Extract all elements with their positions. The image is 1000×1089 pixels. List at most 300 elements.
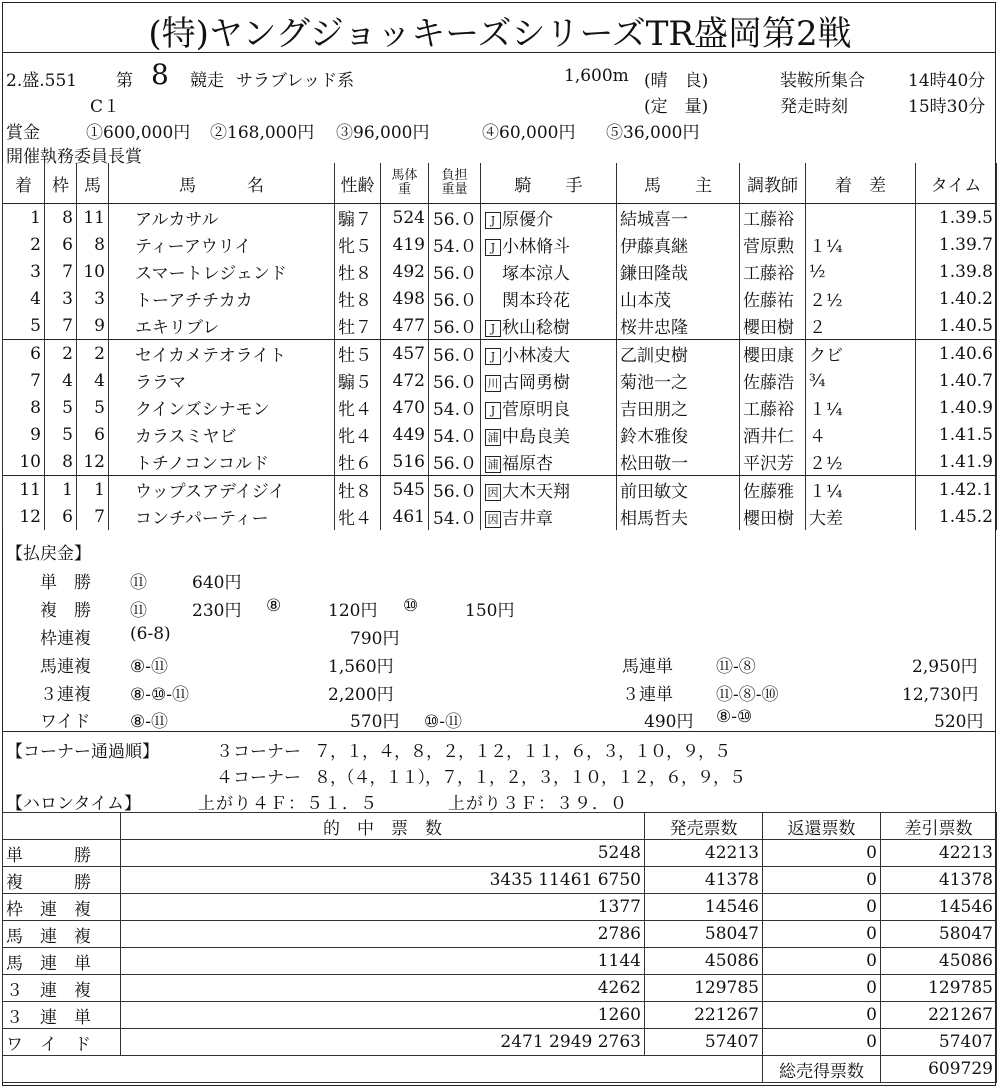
result-time: 1.40.5 bbox=[916, 312, 997, 340]
result-time: 1.39.5 bbox=[916, 204, 997, 232]
race-distance: 1,600m bbox=[564, 66, 629, 86]
jockey-name: 大木天翔 bbox=[502, 482, 570, 502]
agari-3f: 上がり３Ｆ：３９．０ bbox=[448, 794, 628, 814]
votes-net: 57407 bbox=[881, 1029, 997, 1056]
col-header-name: 馬 名 bbox=[109, 163, 335, 204]
race-title: (特)ヤングジョッキーズシリーズTR盛岡第2戦 bbox=[148, 14, 852, 54]
result-owner: 結城喜一 bbox=[617, 204, 740, 232]
umaren-amount: 1,560円 bbox=[328, 657, 394, 677]
votes-sold: 129785 bbox=[645, 975, 763, 1002]
sanrenpuku-label: ３連複 bbox=[40, 685, 91, 705]
result-uma: 11 bbox=[77, 204, 109, 232]
result-load: 56.０ bbox=[429, 258, 481, 285]
votes-net: 58047 bbox=[881, 921, 997, 948]
jockey-name: 菅原明良 bbox=[502, 400, 570, 420]
result-sex-age: 牝５ bbox=[335, 231, 381, 258]
race-weather: (晴 良) bbox=[644, 71, 709, 91]
votes-bet-type: ワ イ ド bbox=[3, 1029, 121, 1056]
votes-bet-type: ３ 連 単 bbox=[3, 1002, 121, 1029]
payout-heading: 【払戻金】 bbox=[6, 544, 91, 564]
jockey-name: 小林脩斗 bbox=[502, 237, 570, 257]
result-margin: １¼ bbox=[806, 476, 916, 504]
vote-count-table bbox=[2, 812, 997, 1083]
votes-net: 14546 bbox=[881, 894, 997, 921]
votes-hits: 4262 bbox=[121, 975, 645, 1002]
result-pos: 10 bbox=[3, 448, 45, 476]
wide-amount-2: 490円 bbox=[644, 712, 694, 732]
post-time: 15時30分 bbox=[908, 97, 986, 117]
result-sex-age: 牡６ bbox=[335, 448, 381, 476]
jockey-name: 塚本涼人 bbox=[502, 264, 570, 284]
result-pos: 2 bbox=[3, 231, 45, 258]
race-code: 2.盛.551 bbox=[6, 71, 78, 91]
result-owner: 桜井忠隆 bbox=[617, 312, 740, 340]
votes-refund: 0 bbox=[763, 867, 881, 894]
jockey-class-badge: J bbox=[485, 320, 501, 337]
votes-sold: 221267 bbox=[645, 1002, 763, 1029]
votes-row bbox=[3, 1029, 997, 1056]
result-horse-name: スマートレジェンド bbox=[109, 258, 335, 285]
result-waku: 1 bbox=[45, 476, 77, 504]
result-horse-name: トチノコンコルド bbox=[109, 448, 335, 476]
result-uma: 3 bbox=[77, 285, 109, 312]
result-jockey bbox=[481, 394, 617, 421]
jockey-name: 古岡勇樹 bbox=[502, 373, 570, 393]
prize-1: ①600,000円 bbox=[86, 123, 191, 143]
result-jockey bbox=[481, 340, 617, 368]
result-waku: 2 bbox=[45, 340, 77, 368]
votes-net: 41378 bbox=[881, 867, 997, 894]
prize-label: 賞金 bbox=[6, 123, 40, 143]
corner4-label: ４コーナー bbox=[216, 768, 301, 788]
result-horse-name: エキリブレ bbox=[109, 312, 335, 340]
votes-hits: 1377 bbox=[121, 894, 645, 921]
result-owner: 松田敬一 bbox=[617, 448, 740, 476]
result-waku: 6 bbox=[45, 231, 77, 258]
result-time: 1.41.9 bbox=[916, 448, 997, 476]
wakuren-label: 枠連複 bbox=[40, 629, 91, 649]
result-uma: 2 bbox=[77, 340, 109, 368]
result-time: 1.42.1 bbox=[916, 476, 997, 504]
result-horse-name: ウップスアデイジイ bbox=[109, 476, 335, 504]
result-time: 1.40.7 bbox=[916, 367, 997, 394]
weight-rule: (定 量) bbox=[644, 97, 709, 117]
jockey-class-badge: 川 bbox=[485, 375, 501, 392]
corner-heading: 【コーナー通過順】 bbox=[6, 742, 159, 762]
result-horse-name: ティーアウリイ bbox=[109, 231, 335, 258]
result-jockey bbox=[481, 421, 617, 448]
votes-header-net: 差引票数 bbox=[881, 813, 997, 840]
col-header-uma: 馬 bbox=[77, 163, 109, 204]
umaren-combo: ⑧-⑪ bbox=[130, 657, 168, 677]
result-owner: 鎌田隆哉 bbox=[617, 258, 740, 285]
result-trainer: 菅原勲 bbox=[740, 231, 806, 258]
result-weight: 470 bbox=[381, 394, 429, 421]
title-divider bbox=[2, 52, 996, 53]
prize-2: ②168,000円 bbox=[210, 123, 315, 143]
result-row bbox=[3, 421, 997, 448]
result-uma: 5 bbox=[77, 394, 109, 421]
result-sex-age: 牡８ bbox=[335, 258, 381, 285]
wide-amount-3: 520円 bbox=[934, 712, 984, 732]
race-breed: サラブレッド系 bbox=[236, 71, 355, 91]
result-load: 54.０ bbox=[429, 231, 481, 258]
result-jockey bbox=[481, 204, 617, 232]
result-uma: 10 bbox=[77, 258, 109, 285]
results-body bbox=[3, 204, 997, 531]
result-weight: 419 bbox=[381, 231, 429, 258]
tansho-combo: ⑪ bbox=[130, 573, 147, 593]
result-trainer: 工藤裕 bbox=[740, 204, 806, 232]
votes-hits: 1260 bbox=[121, 1002, 645, 1029]
result-trainer: 工藤裕 bbox=[740, 258, 806, 285]
result-time: 1.39.7 bbox=[916, 231, 997, 258]
result-pos: 6 bbox=[3, 340, 45, 368]
result-jockey bbox=[481, 503, 617, 530]
votes-bet-type: 枠 連 複 bbox=[3, 894, 121, 921]
result-owner: 乙訓史樹 bbox=[617, 340, 740, 368]
jockey-class-badge: 因 bbox=[485, 511, 501, 528]
result-pos: 3 bbox=[3, 258, 45, 285]
result-trainer: 櫻田康 bbox=[740, 340, 806, 368]
votes-row bbox=[3, 1002, 997, 1029]
votes-total-value: 609729 bbox=[881, 1056, 997, 1083]
votes-bet-type: 複 勝 bbox=[3, 867, 121, 894]
results-table bbox=[2, 163, 997, 530]
wide-combo-1: ⑧-⑪ bbox=[130, 712, 168, 732]
result-jockey bbox=[481, 312, 617, 340]
result-load: 54.０ bbox=[429, 394, 481, 421]
col-header-weight: 馬体重 bbox=[381, 163, 429, 204]
umatan-label: 馬連単 bbox=[622, 657, 673, 677]
wakuren-combo: (6-8) bbox=[130, 624, 171, 644]
result-load: 54.０ bbox=[429, 421, 481, 448]
votes-net: 129785 bbox=[881, 975, 997, 1002]
race-class: C１ bbox=[90, 97, 121, 117]
result-jockey bbox=[481, 476, 617, 504]
result-waku: 7 bbox=[45, 312, 77, 340]
result-uma: 7 bbox=[77, 503, 109, 530]
result-margin: ２½ bbox=[806, 448, 916, 476]
result-sex-age: 牡５ bbox=[335, 340, 381, 368]
result-weight: 461 bbox=[381, 503, 429, 530]
jockey-class-badge: J bbox=[485, 402, 501, 419]
result-pos: 9 bbox=[3, 421, 45, 448]
result-waku: 5 bbox=[45, 421, 77, 448]
result-weight: 449 bbox=[381, 421, 429, 448]
result-trainer: 酒井仁 bbox=[740, 421, 806, 448]
votes-hits: 2786 bbox=[121, 921, 645, 948]
result-pos: 11 bbox=[3, 476, 45, 504]
result-waku: 3 bbox=[45, 285, 77, 312]
votes-row bbox=[3, 948, 997, 975]
result-weight: 492 bbox=[381, 258, 429, 285]
result-pos: 5 bbox=[3, 312, 45, 340]
result-sex-age: 騸７ bbox=[335, 204, 381, 232]
jockey-name: 関本玲花 bbox=[502, 291, 570, 311]
wide-combo-2: ⑩-⑪ bbox=[424, 712, 462, 732]
result-sex-age: 騸５ bbox=[335, 367, 381, 394]
votes-sold: 45086 bbox=[645, 948, 763, 975]
result-owner: 吉田朋之 bbox=[617, 394, 740, 421]
result-load: 56.０ bbox=[429, 448, 481, 476]
result-owner: 山本茂 bbox=[617, 285, 740, 312]
votes-refund: 0 bbox=[763, 1029, 881, 1056]
result-row bbox=[3, 204, 997, 232]
result-margin: ¾ bbox=[806, 367, 916, 394]
jockey-class-badge: 浦 bbox=[485, 456, 501, 473]
result-sex-age: 牡８ bbox=[335, 476, 381, 504]
col-header-jockey: 騎 手 bbox=[481, 163, 617, 204]
result-time: 1.40.9 bbox=[916, 394, 997, 421]
result-weight: 498 bbox=[381, 285, 429, 312]
result-jockey bbox=[481, 258, 617, 285]
sanrenpuku-combo: ⑧-⑩-⑪ bbox=[130, 685, 189, 705]
result-load: 56.０ bbox=[429, 312, 481, 340]
votes-body bbox=[3, 840, 997, 1056]
result-weight: 477 bbox=[381, 312, 429, 340]
result-weight: 545 bbox=[381, 476, 429, 504]
corner3-label: ３コーナー bbox=[216, 742, 301, 762]
votes-hits: 5248 bbox=[121, 840, 645, 867]
sanrenpuku-amount: 2,200円 bbox=[328, 685, 394, 705]
result-sex-age: 牡８ bbox=[335, 285, 381, 312]
votes-bet-type: 馬 連 複 bbox=[3, 921, 121, 948]
jockey-class-badge: J bbox=[485, 348, 501, 365]
result-load: 54.０ bbox=[429, 503, 481, 530]
votes-sold: 42213 bbox=[645, 840, 763, 867]
jockey-name: 秋山稔樹 bbox=[502, 318, 570, 338]
result-owner: 相馬哲夫 bbox=[617, 503, 740, 530]
result-weight: 516 bbox=[381, 448, 429, 476]
result-uma: 6 bbox=[77, 421, 109, 448]
result-weight: 524 bbox=[381, 204, 429, 232]
result-trainer: 佐藤雅 bbox=[740, 476, 806, 504]
result-horse-name: アルカサル bbox=[109, 204, 335, 232]
result-sex-age: 牡７ bbox=[335, 312, 381, 340]
result-pos: 12 bbox=[3, 503, 45, 530]
corner4-order: ８，（４，１１），７，１，２，３，１０，１２，６，９，５ bbox=[314, 768, 745, 788]
result-margin bbox=[806, 204, 916, 232]
result-owner: 伊藤真継 bbox=[617, 231, 740, 258]
result-uma: 8 bbox=[77, 231, 109, 258]
votes-refund: 0 bbox=[763, 921, 881, 948]
result-margin: １¼ bbox=[806, 394, 916, 421]
assemble-label: 装鞍所集合 bbox=[780, 71, 865, 91]
result-waku: 6 bbox=[45, 503, 77, 530]
sanrentan-label: ３連単 bbox=[622, 685, 673, 705]
votes-sold: 41378 bbox=[645, 867, 763, 894]
result-time: 1.40.6 bbox=[916, 340, 997, 368]
votes-refund: 0 bbox=[763, 948, 881, 975]
fukusho-combo-3: ⑩ bbox=[403, 596, 419, 616]
result-uma: 12 bbox=[77, 448, 109, 476]
jockey-name: 福原杏 bbox=[502, 454, 553, 474]
result-horse-name: トーアチチカカ bbox=[109, 285, 335, 312]
col-header-trainer: 調教師 bbox=[740, 163, 806, 204]
result-margin: ２ bbox=[806, 312, 916, 340]
votes-header-sold: 発売票数 bbox=[645, 813, 763, 840]
result-row bbox=[3, 503, 997, 530]
fukusho-label: 複 勝 bbox=[40, 601, 91, 621]
result-waku: 8 bbox=[45, 448, 77, 476]
result-margin: １¼ bbox=[806, 231, 916, 258]
wide-label: ワイド bbox=[40, 712, 91, 732]
result-time: 1.40.2 bbox=[916, 285, 997, 312]
votes-row bbox=[3, 894, 997, 921]
votes-sold: 58047 bbox=[645, 921, 763, 948]
votes-row bbox=[3, 867, 997, 894]
votes-total-row bbox=[3, 1056, 997, 1083]
result-trainer: 平沢芳 bbox=[740, 448, 806, 476]
result-trainer: 佐藤祐 bbox=[740, 285, 806, 312]
result-horse-name: セイカメテオライト bbox=[109, 340, 335, 368]
votes-refund: 0 bbox=[763, 975, 881, 1002]
result-pos: 7 bbox=[3, 367, 45, 394]
result-pos: 8 bbox=[3, 394, 45, 421]
result-weight: 472 bbox=[381, 367, 429, 394]
votes-header-refund: 返還票数 bbox=[763, 813, 881, 840]
corner3-order: ７，１，４，８，２，１２，１１，６，３，１０，９，５ bbox=[314, 742, 730, 762]
result-row bbox=[3, 340, 997, 368]
jockey-name: 吉井章 bbox=[502, 509, 553, 529]
result-row bbox=[3, 448, 997, 476]
col-header-waku: 枠 bbox=[45, 163, 77, 204]
jockey-class-badge: J bbox=[485, 212, 501, 229]
col-header-load: 負担重量 bbox=[429, 163, 481, 204]
votes-refund: 0 bbox=[763, 840, 881, 867]
votes-total-blank bbox=[3, 1056, 763, 1083]
wakuren-amount: 790円 bbox=[350, 629, 400, 649]
result-row bbox=[3, 312, 997, 340]
result-load: 56.０ bbox=[429, 476, 481, 504]
result-trainer: 佐藤浩 bbox=[740, 367, 806, 394]
result-sex-age: 牝４ bbox=[335, 394, 381, 421]
result-sex-age: 牝４ bbox=[335, 421, 381, 448]
fukusho-combo-2: ⑧ bbox=[266, 596, 282, 616]
result-horse-name: ララマ bbox=[109, 367, 335, 394]
result-owner: 鈴木雅俊 bbox=[617, 421, 740, 448]
race-kyoso: 競走 bbox=[190, 71, 224, 91]
result-pos: 1 bbox=[3, 204, 45, 232]
result-margin: クビ bbox=[806, 340, 916, 368]
wide-combo-3: ⑧-⑩ bbox=[716, 707, 753, 727]
result-load: 56.０ bbox=[429, 285, 481, 312]
col-header-owner: 馬 主 bbox=[617, 163, 740, 204]
votes-sold: 57407 bbox=[645, 1029, 763, 1056]
result-load: 56.０ bbox=[429, 340, 481, 368]
umaren-label: 馬連複 bbox=[40, 657, 91, 677]
result-weight: 457 bbox=[381, 340, 429, 368]
votes-bet-type: 単 勝 bbox=[3, 840, 121, 867]
result-uma: 4 bbox=[77, 367, 109, 394]
result-uma: 1 bbox=[77, 476, 109, 504]
fukusho-amount-2: 120円 bbox=[328, 601, 378, 621]
result-trainer: 櫻田樹 bbox=[740, 503, 806, 530]
award: 開催執務委員長賞 bbox=[6, 147, 142, 167]
result-row bbox=[3, 285, 997, 312]
prize-3: ③96,000円 bbox=[336, 123, 430, 143]
votes-bet-type: 馬 連 単 bbox=[3, 948, 121, 975]
result-horse-name: コンチパーティー bbox=[109, 503, 335, 530]
result-jockey bbox=[481, 367, 617, 394]
votes-total-label: 総売得票数 bbox=[763, 1056, 881, 1083]
votes-net: 45086 bbox=[881, 948, 997, 975]
result-row bbox=[3, 394, 997, 421]
result-owner: 前田敏文 bbox=[617, 476, 740, 504]
jockey-class-badge: J bbox=[485, 239, 501, 256]
agari-4f: 上がり４Ｆ：５１．５ bbox=[198, 794, 378, 814]
result-horse-name: クインズシナモン bbox=[109, 394, 335, 421]
result-waku: 5 bbox=[45, 394, 77, 421]
fukusho-amount-3: 150円 bbox=[465, 601, 515, 621]
umatan-combo: ⑪-⑧ bbox=[716, 657, 756, 677]
umatan-amount: 2,950円 bbox=[912, 657, 978, 677]
post-label: 発走時刻 bbox=[780, 97, 848, 117]
result-horse-name: カラスミヤビ bbox=[109, 421, 335, 448]
jockey-name: 原優介 bbox=[502, 210, 553, 230]
votes-header-blank bbox=[3, 813, 121, 840]
payout-divider bbox=[2, 731, 996, 732]
prize-5: ⑤36,000円 bbox=[606, 123, 700, 143]
jockey-name: 小林凌大 bbox=[502, 346, 570, 366]
result-row bbox=[3, 476, 997, 504]
result-row bbox=[3, 367, 997, 394]
result-waku: 8 bbox=[45, 204, 77, 232]
fukusho-amount-1: 230円 bbox=[192, 601, 242, 621]
votes-net: 221267 bbox=[881, 1002, 997, 1029]
result-margin: ４ bbox=[806, 421, 916, 448]
sanrentan-amount: 12,730円 bbox=[902, 685, 979, 705]
votes-row bbox=[3, 840, 997, 867]
result-margin: 大差 bbox=[806, 503, 916, 530]
jockey-class-badge: 因 bbox=[485, 484, 501, 501]
votes-net: 42213 bbox=[881, 840, 997, 867]
result-margin: ½ bbox=[806, 258, 916, 285]
votes-row bbox=[3, 975, 997, 1002]
result-jockey bbox=[481, 231, 617, 258]
result-load: 56.０ bbox=[429, 204, 481, 232]
votes-hits: 2471 2949 2763 bbox=[121, 1029, 645, 1056]
col-header-sex-age: 性齢 bbox=[335, 163, 381, 204]
result-trainer: 櫻田樹 bbox=[740, 312, 806, 340]
votes-hits: 1144 bbox=[121, 948, 645, 975]
assemble-time: 14時40分 bbox=[908, 71, 986, 91]
wide-amount-1: 570円 bbox=[350, 712, 400, 732]
result-uma: 9 bbox=[77, 312, 109, 340]
result-load: 56.０ bbox=[429, 367, 481, 394]
tansho-amount: 640円 bbox=[192, 573, 242, 593]
votes-bet-type: ３ 連 複 bbox=[3, 975, 121, 1002]
furlong-heading: 【ハロンタイム】 bbox=[6, 794, 141, 814]
result-waku: 4 bbox=[45, 367, 77, 394]
result-pos: 4 bbox=[3, 285, 45, 312]
result-trainer: 工藤裕 bbox=[740, 394, 806, 421]
col-header-pos: 着 bbox=[3, 163, 45, 204]
votes-row bbox=[3, 921, 997, 948]
col-header-time: タイム bbox=[916, 163, 997, 204]
race-dai: 第 bbox=[116, 71, 133, 91]
fukusho-combo-1: ⑪ bbox=[130, 601, 147, 621]
result-margin: ２½ bbox=[806, 285, 916, 312]
votes-refund: 0 bbox=[763, 894, 881, 921]
result-time: 1.45.2 bbox=[916, 503, 997, 530]
result-row bbox=[3, 258, 997, 285]
jockey-class-badge: 浦 bbox=[485, 429, 501, 446]
sanrentan-combo: ⑪-⑧-⑩ bbox=[716, 685, 779, 705]
result-waku: 7 bbox=[45, 258, 77, 285]
votes-sold: 14546 bbox=[645, 894, 763, 921]
